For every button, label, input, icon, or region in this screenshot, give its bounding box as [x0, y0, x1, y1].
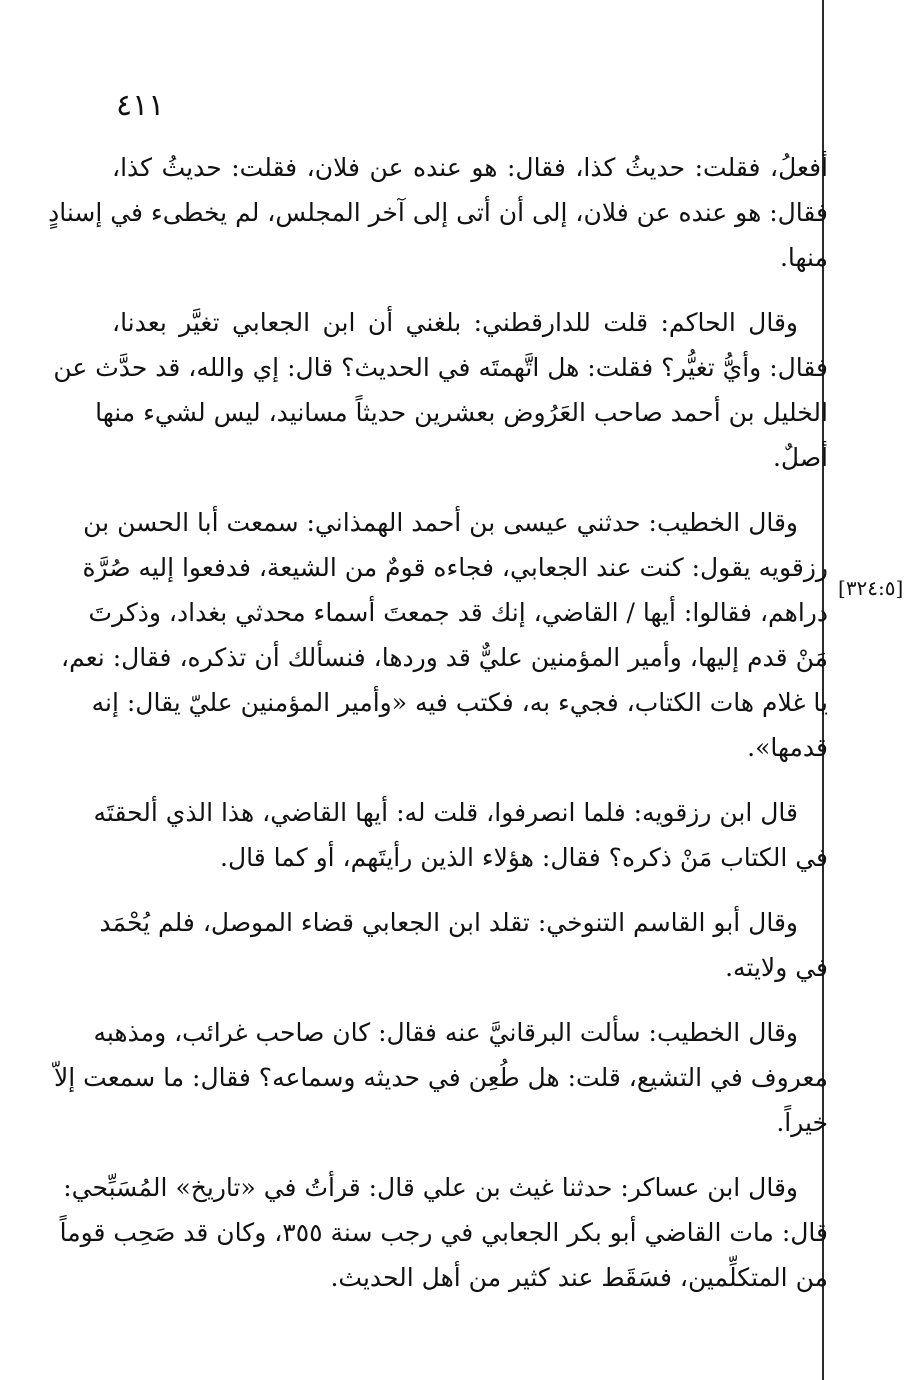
text-line: وقال أبو القاسم التنوخي: تقلد ابن الجعابي قضاء الموصل، فلم يُحْمَد [99, 908, 798, 937]
text-line: مَنْ قدم إليها، وأمير المؤمنين عليٌّ قد وردها، فنسألك أن تذكره، فقال: نعم، [61, 643, 828, 672]
paragraph-4 [93, 790, 828, 880]
text-line: من المتكلِّمين، فسَقَط عند كثير من أهل الحديث. [330, 1263, 828, 1292]
paragraph-3 [61, 500, 828, 770]
text-line: منها. [779, 243, 828, 272]
text-line: قال: مات القاضي أبو بكر الجعابي في رجب سنة ٣٥٥، وكان قد صَحِب قوماً [59, 1218, 828, 1247]
text-line: يا غلام هات الكتاب، فجيء به، فكتب فيه «وأمير المؤمنين عليّ يقال: إنه [91, 688, 828, 717]
text-line: فقال: هو عنده عن فلان، إلى أن أتى إلى آخر المجلس، لم يخطىء في إسنادٍ [48, 198, 828, 227]
text-line: أفعلُ، فقلت: حديثُ كذا، فقال: هو عنده عن فلان، فقلت: حديثُ كذا، [112, 153, 828, 182]
paragraph-5 [99, 900, 828, 990]
margin-reference: [٣٢٤:٥] [838, 576, 904, 600]
text-line: وقال الحاكم: قلت للدارقطني: بلغني أن ابن الجعابي تغيَّر بعدنا، [112, 308, 798, 337]
text-line: في ولايته. [725, 953, 828, 982]
text-line: وقال الخطيب: سألت البرقانيَّ عنه فقال: كان صاحب غرائب، ومذهبه [93, 1018, 798, 1047]
text-line: خيراً. [776, 1108, 828, 1137]
text-line: فقال: وأيُّ تغيُّر؟ فقلت: هل اتَّهمتَه في الحديث؟ قال: إي والله، قد حدَّث عن [53, 353, 828, 382]
paragraph-2 [53, 300, 828, 480]
text-line: معروف في التشيع، قلت: هل طُعِن في حديثه وسماعه؟ فقال: ما سمعت إلاّ [54, 1063, 828, 1092]
text-line: أصلٌ. [772, 443, 828, 472]
text-line: في الكتاب مَنْ ذكره؟ فقال: هؤلاء الذين رأيتَهم، أو كما قال. [220, 843, 828, 872]
text-line: وقال الخطيب: حدثني عيسى بن أحمد الهمذاني: سمعت أبا الحسن بن [83, 508, 798, 537]
text-line: وقال ابن عساكر: حدثنا غيث بن علي قال: قرأتُ في «تاريخ» المُسَبِّحي: [63, 1173, 798, 1202]
paragraph-7 [59, 1165, 828, 1300]
main-text [48, 145, 828, 1320]
paragraph-6 [54, 1010, 828, 1145]
text-line: قال ابن رزقويه: فلما انصرفوا، قلت له: أيها القاضي، هذا الذي ألحقتَه [93, 798, 798, 827]
text-line: قدمها». [747, 733, 828, 762]
text-line: رزقويه يقول: كنت عند الجعابي، فجاءه قومٌ من الشيعة، فدفعوا إليه صُرَّة [82, 553, 828, 582]
paragraph-1 [48, 145, 828, 280]
text-line: الخليل بن أحمد صاحب العَرُوض بعشرين حديثاً مسانيد، ليس لشيء منها [95, 398, 828, 427]
text-line: دراهم، فقالوا: أيها / القاضي، إنك قد جمعتَ أسماء محدثي بغداد، وذكرتَ [88, 598, 828, 627]
page-number: ٤١١ [116, 88, 165, 123]
